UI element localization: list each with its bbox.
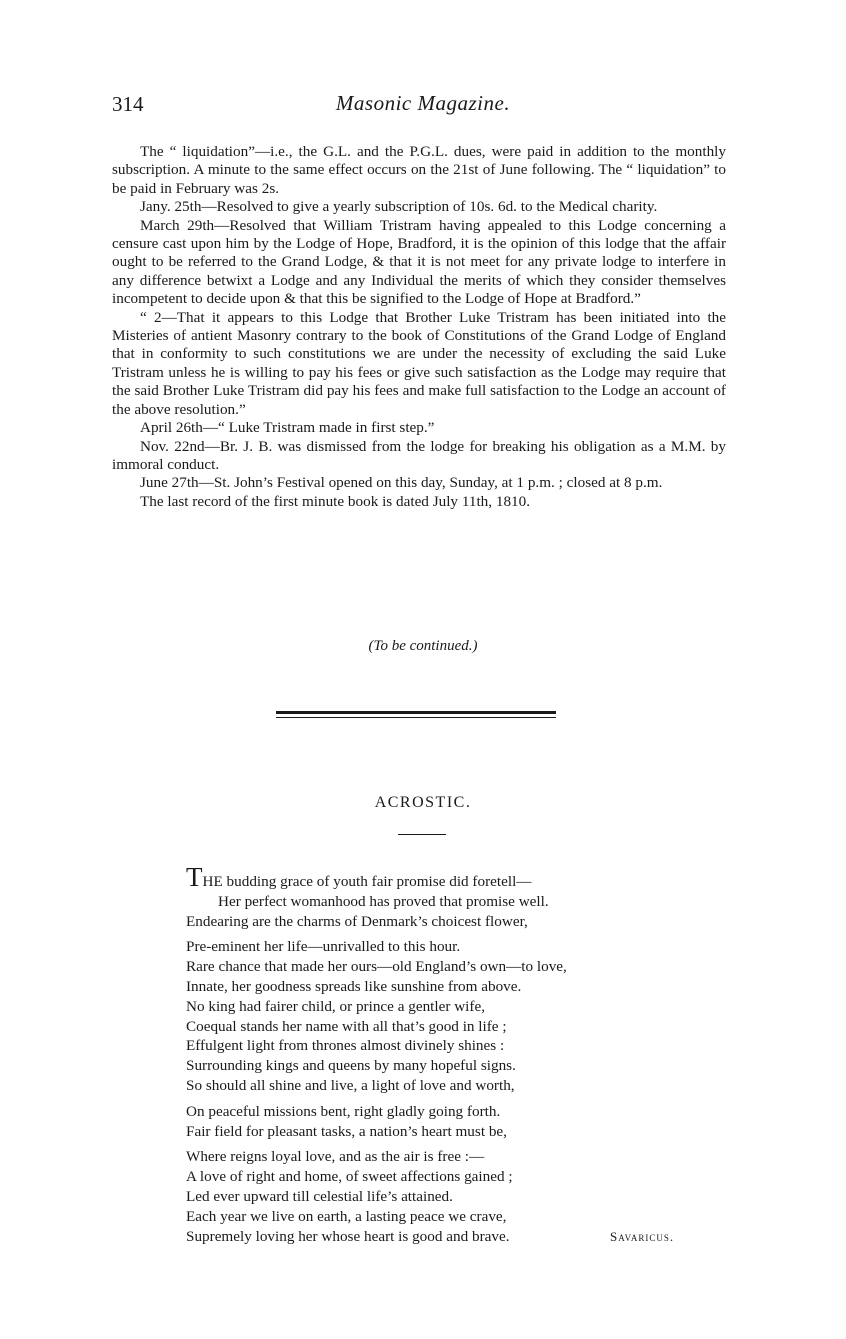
poem-line: Her perfect womanhood has proved that promise well.	[218, 892, 549, 910]
continued-note: (To be continued.)	[368, 638, 478, 654]
poem-line: Rare chance that made her ours—old England’s own—to love,	[186, 958, 567, 976]
poem-line: Endearing are the charms of Denmark’s choicest flower,	[186, 912, 528, 930]
paragraph: The “ liquidation”—i.e., the G.L. and the P.G.L. dues, were paid in addition to the monthly subscription. A minute to the same effect occurs on the 21st of June following. The “ liquidation” to be paid in February was 2s.	[112, 143, 726, 197]
paragraph: Jany. 25th—Resolved to give a yearly subscription of 10s. 6d. to the Medical charity.	[140, 198, 658, 216]
title-rule	[398, 834, 446, 835]
acrostic-poem	[186, 864, 567, 1246]
signature: Savaricus.	[610, 1229, 675, 1244]
poem-line: Supremely loving her whose heart is good and brave.	[186, 1227, 510, 1245]
poem-line	[186, 864, 567, 892]
poem-line: Each year we live on earth, a lasting peace we crave,	[186, 1207, 507, 1225]
poem-line: So should all shine and live, a light of love and worth,	[186, 1076, 515, 1094]
paragraph: April 26th—“ Luke Tristram made in first step.”	[140, 419, 435, 437]
poem-line: Coequal stands her name with all that’s good in life ;	[186, 1017, 507, 1035]
poem-line-text: HE budding grace of youth fair promise did foretell—	[202, 873, 532, 890]
poem-line: Fair field for pleasant tasks, a nation’s heart must be,	[186, 1122, 507, 1140]
poem-line: Led ever upward till celestial life’s attained.	[186, 1187, 453, 1205]
poem-line: No king had fairer child, or prince a gentler wife,	[186, 997, 485, 1015]
acrostic-title: ACROSTIC.	[374, 794, 472, 811]
drop-cap: T	[186, 862, 203, 892]
poem-line: Effulgent light from thrones almost divinely shines :	[186, 1037, 505, 1055]
paragraph: The last record of the first minute book is dated July 11th, 1810.	[140, 492, 531, 510]
poem-line: Pre-eminent her life—unrivalled to this hour.	[186, 938, 461, 956]
poem-line: Where reigns loyal love, and as the air is free :—	[186, 1148, 485, 1166]
section-divider-thin	[276, 717, 556, 718]
section-divider-thick	[276, 711, 556, 714]
paragraph: “ 2—That it appears to this Lodge that Brother Luke Tristram has been initiated into the Misteries of antient Masonry contrary to the book of Constitutions of the Grand Lodge of England that in conformity to such constitutions we are under the necessity of excluding the said Luke Tristram unless he is willing to pay his fees or give such satisfaction as the Lodge may require that the said Brother Luke Tristram did pay his fees and make full satisfaction to the Lodge an account of the above resolution.”	[112, 308, 726, 418]
poem-line: Surrounding kings and queens by many hopeful signs.	[186, 1057, 516, 1075]
paragraph: Nov. 22nd—Br. J. B. was dismissed from the lodge for breaking his obligation as a M.M. by immoral conduct.	[112, 437, 726, 473]
poem-line: Innate, her goodness spreads like sunshine from above.	[186, 977, 522, 995]
paragraph: June 27th—St. John’s Festival opened on this day, Sunday, at 1 p.m. ; closed at 8 p.m.	[140, 474, 663, 492]
poem-line: A love of right and home, of sweet affections gained ;	[186, 1168, 513, 1186]
paragraph: March 29th—Resolved that William Tristram having appealed to this Lodge concerning a censure cast upon him by the Lodge of Hope, Bradford, it is the opinion of this lodge that the affair ought to be referred to the Grand Lodge, & that it is not meet for any private lodge to interfere in any difference betwixt a Lodge and any Individual the merits of which they consider themselves incompetent to decide upon & that this be signified to the Lodge of Hope at Bradford.”	[112, 216, 726, 308]
poem-line: On peaceful missions bent, right gladly going forth.	[186, 1102, 501, 1120]
page-number: 314	[112, 92, 144, 116]
running-title: Masonic Magazine.	[335, 91, 511, 115]
minutes-text	[112, 143, 726, 511]
